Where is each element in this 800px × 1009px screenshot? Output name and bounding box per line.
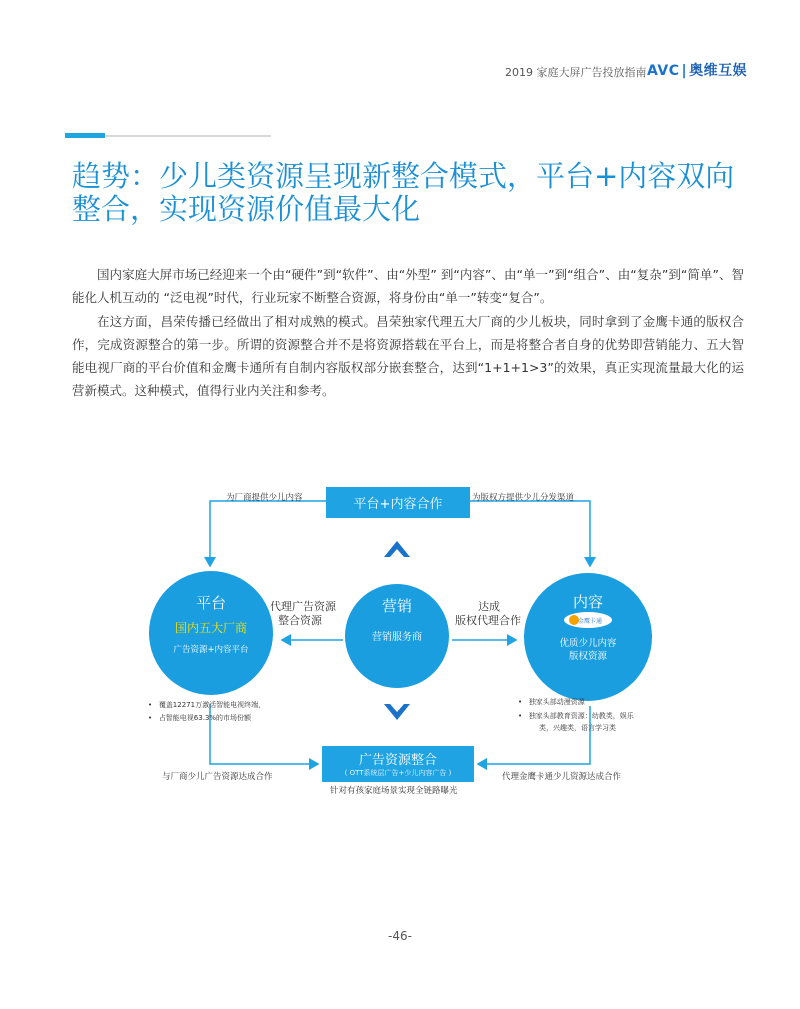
brand-avc: AVC: [647, 63, 680, 79]
content-title: 内容: [572, 593, 603, 611]
loop-line-top-right: [470, 501, 590, 566]
left-bullet-1: • 覆盖12271万激活智能电视终端，: [148, 701, 266, 709]
marketing-title: 营销: [381, 597, 412, 615]
top-left-label: 为厂商提供少儿内容: [226, 493, 303, 503]
brand-name: 奥维互娱: [689, 63, 748, 79]
right-arrow-label-2: 版权代理合作: [455, 614, 521, 627]
marketing-sub: 营销服务商: [372, 632, 422, 643]
content-sub-1: 优质少儿内容: [559, 638, 617, 649]
left-bullet-2: • 占智能电视63.3%的市场份额: [148, 714, 252, 722]
platform-highlight: 国内五大厂商: [174, 621, 247, 635]
left-arrow-label-2: 整合资源: [278, 614, 322, 627]
paragraph-2: 在这方面，昌荣传播已经做出了相对成熟的模式。昌荣独家代理五大厂商的少儿板块，同时拿到了金鹰卡通的版权合作，完成资源整合的第一步。所谓的资源整合并不是将资源搭载在平台上，而是将整合者自身的优势即营销能力、五大智能电视厂商的平台价值和金鹰卡通所有自制内容版权部分嵌套整合，达到“1+1+1>3”的效果，真正实现流量最大化的运营新模式。这种模式，值得行业内关注和参考。: [72, 314, 744, 398]
chevron-up-icon: [384, 541, 410, 557]
right-bullet-2-cont: 类，兴趣类，语言学习类: [539, 724, 616, 732]
bottom-left-label: 与厂商少儿广告资源达成合作: [162, 772, 273, 782]
bottom-box-label: 广告资源整合: [358, 753, 437, 768]
page-title: 趋势：少儿类资源呈现新整合模式，平台+内容双向整合，实现资源价值最大化: [72, 159, 735, 226]
chevron-down-icon: [384, 704, 410, 720]
paragraph-1: 国内家庭大屏市场已经迎来一个由“硬件”到“软件”、由“外型” 到“内容”、由“单一”到“组合”、由“复杂”到“简单”、智能化人机互动的 “泛电视”时代，行业玩家不断整合资源，将身份由“单一”转变“复合”。: [72, 267, 744, 305]
brand-logo: AVC | 奥维互娱: [647, 63, 748, 79]
top-box-label: 平台+内容合作: [353, 497, 443, 512]
right-bullet-2: • 独家头部教育资源：幼教类，娱乐: [518, 712, 634, 720]
page-number: -46-: [388, 929, 412, 943]
top-right-label: 为版权方提供少儿分发渠道: [472, 493, 575, 503]
loop-line-top-left: [210, 501, 326, 566]
right-arrow-label-1: 达成: [478, 600, 500, 613]
bottom-caption: 针对有孩家庭场景实现全链路曝光: [330, 786, 458, 796]
platform-title: 平台: [195, 594, 226, 612]
content-sub-2: 版权资源: [568, 651, 607, 662]
platform-sub: 广告资源+内容平台: [173, 645, 249, 655]
document-title: 2019 家庭大屏广告投放指南: [505, 66, 647, 79]
bottom-right-label: 代理金鹰卡通少儿资源达成合作: [502, 772, 622, 782]
left-arrow-label-1: 代理广告资源: [270, 600, 336, 613]
right-bullet-1: • 独家头部动漫资源: [518, 698, 585, 706]
golden-eagle-logo-text: 金鹰卡通: [577, 618, 602, 625]
bottom-box-sub: ( OTT系统层广告+少儿内容广告 ): [344, 769, 452, 777]
